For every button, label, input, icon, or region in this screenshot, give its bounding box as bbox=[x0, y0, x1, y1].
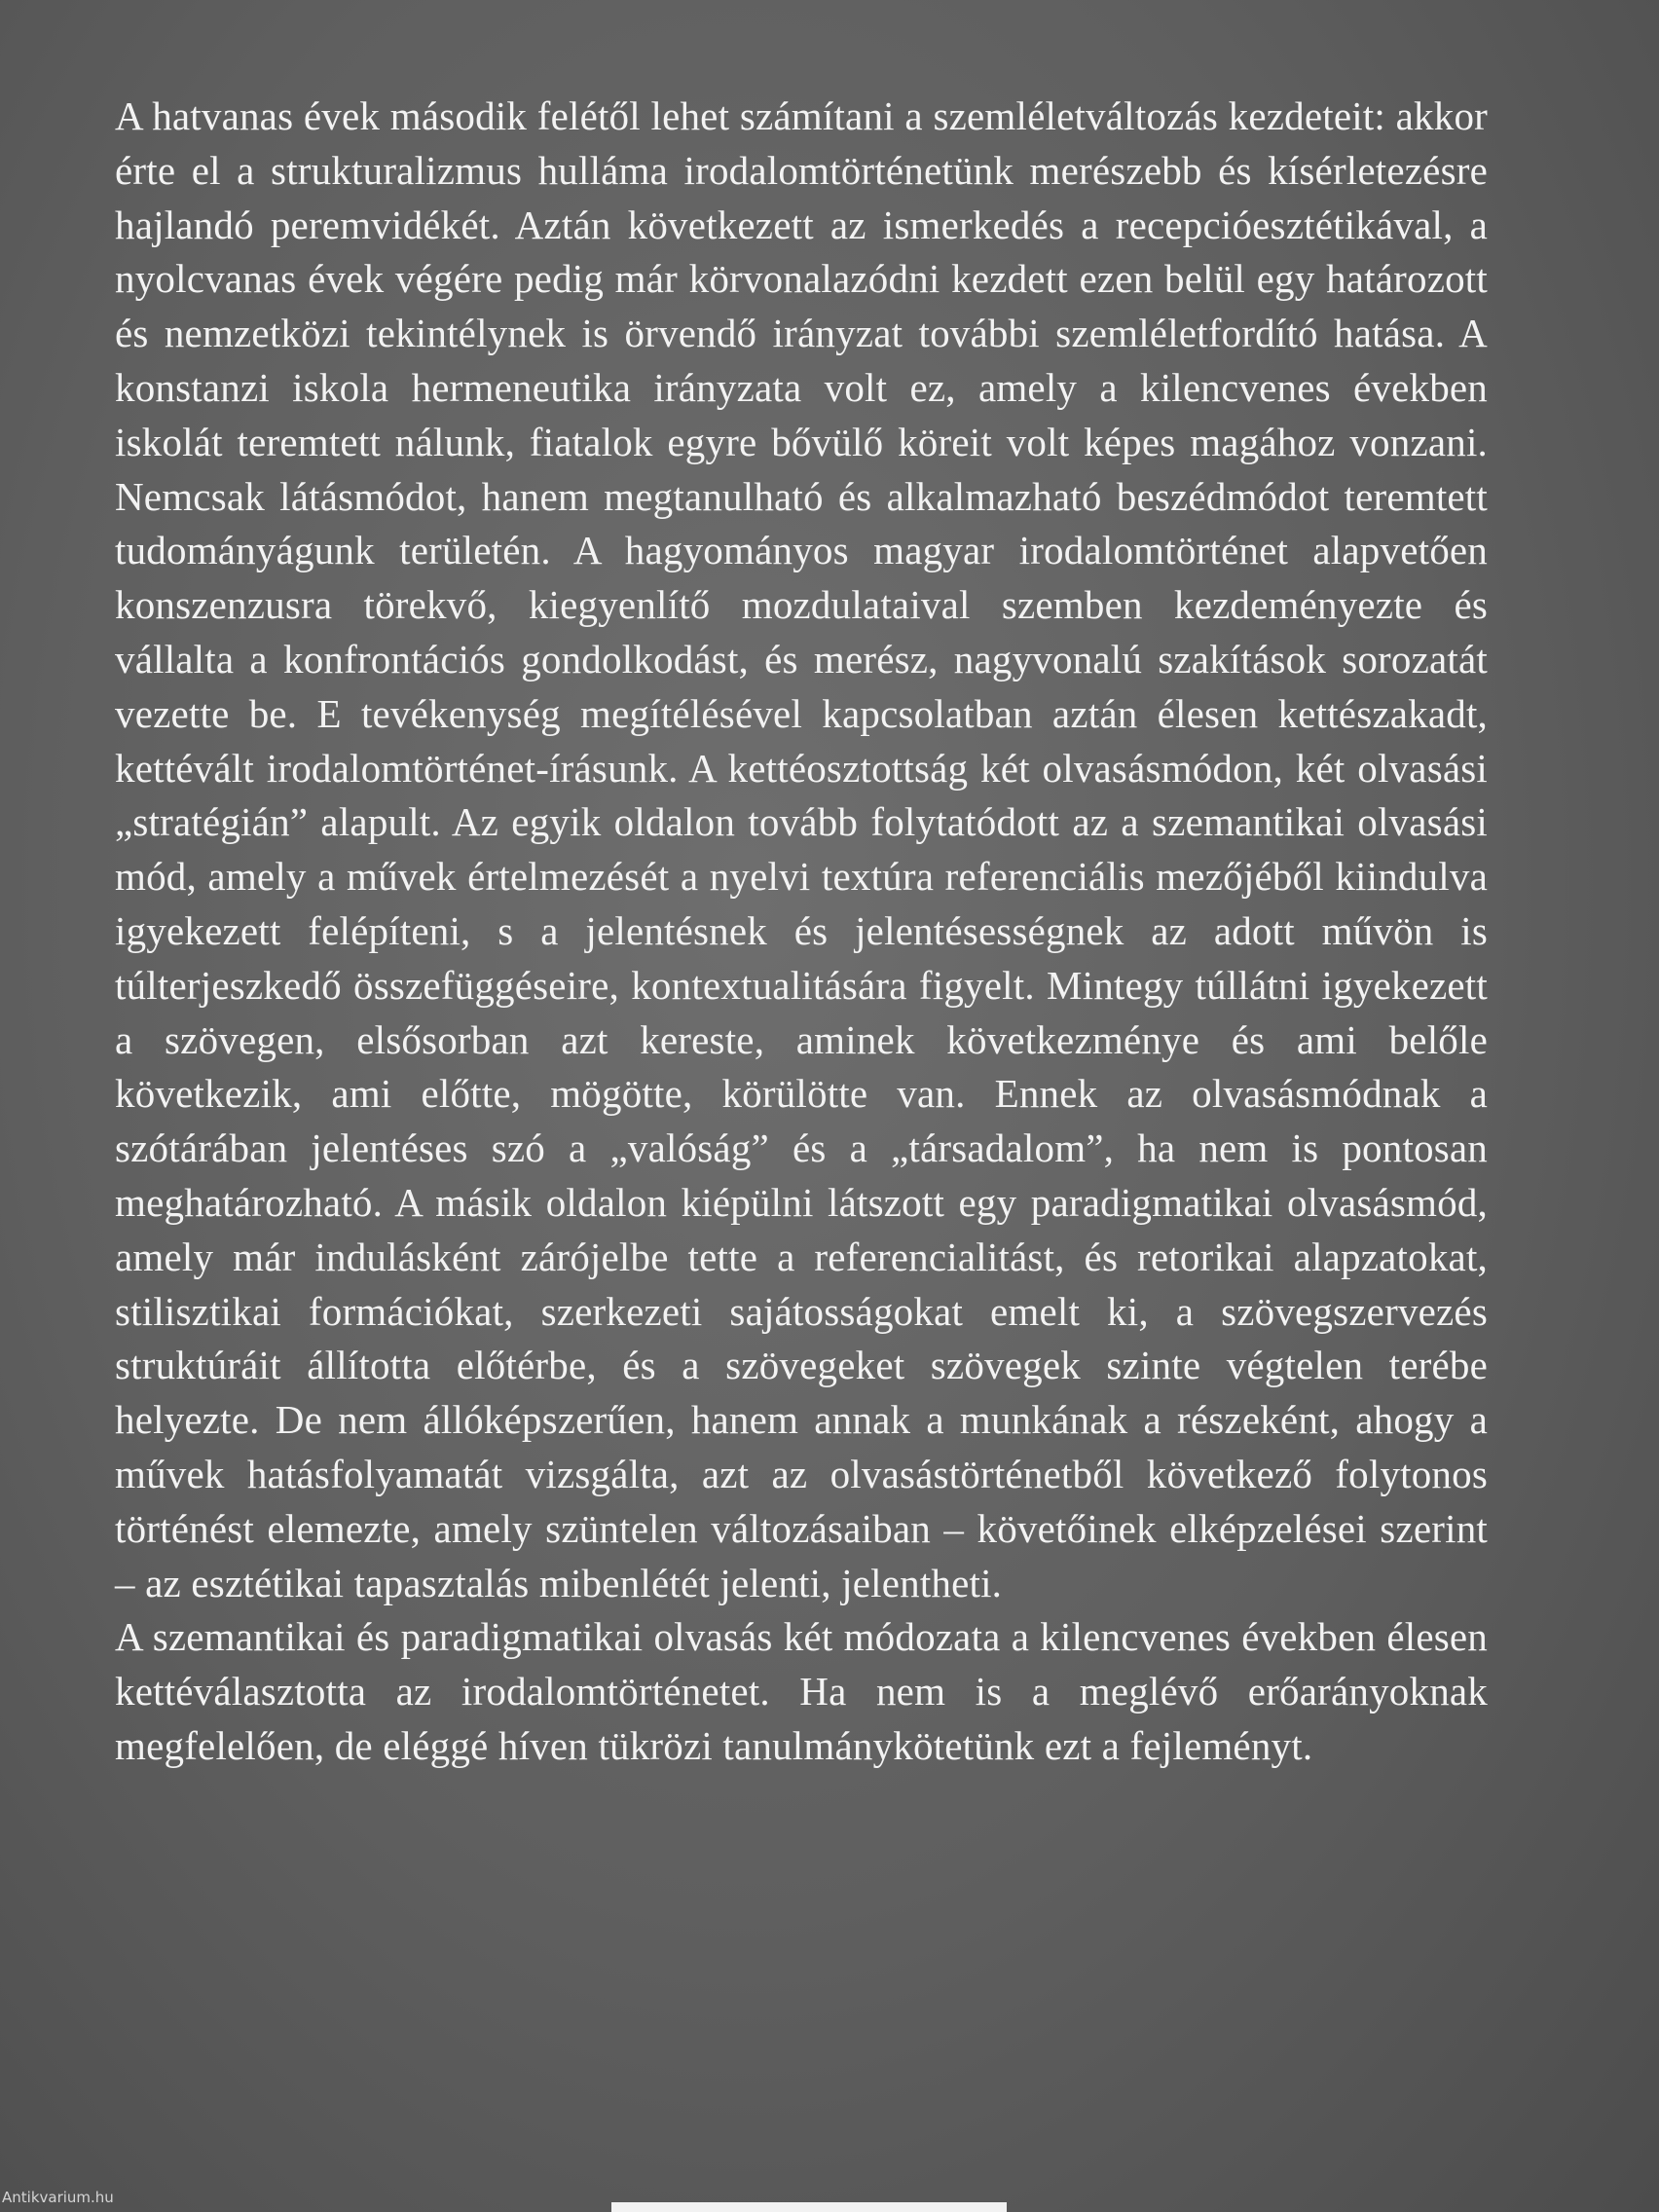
back-cover-text bbox=[115, 90, 1488, 1774]
paragraph-2: A szemantikai és paradigmatikai olvasás két módozata a kilencvenes években élesen kettéválasztotta az irodalomtörténetet. Ha nem is a meglévő erőarányoknak megfelelően, de eléggé híven tükrözi tanulmánykötetünk ezt a fejleményt. bbox=[115, 1614, 1488, 1768]
bottom-edge-strip bbox=[611, 2202, 1007, 2212]
source-watermark: Antikvarium.hu bbox=[2, 2189, 114, 2206]
paragraph-1: A hatvanas évek második felétől lehet számítani a szemléletváltozás kezdeteit: akkor érte el a strukturalizmus hulláma irodalomtörténetünk merészebb és kísérletezésre hajlandó peremvidékét. Aztán következett az ismerkedés a recepcióesztétikával, a nyolcvanas évek végére pedig már körvonalazódni kezdett ezen belül egy határozott és nemzetközi tekintélynek is örvendő irányzat további szemléletfordító hatása. A konstanzi iskola hermeneutika irányzata volt ez, amely a kilencvenes években iskolát teremtett nálunk, fiatalok egyre bővülő köreit volt képes magához vonzani. Nemcsak látásmódot, hanem megtanulható és alkalmazható beszédmódot teremtett tudományágunk területén. A hagyományos magyar irodalomtörténet alapvetően konszenzusra törekvő, kiegyenlítő mozdulataival szemben kezdeményezte és vállalta a konfrontációs gondolkodást, és merész, nagyvonalú szakítások sorozatát vezette be. E tevékenység megítélésével kapcsolatban aztán élesen kettészakadt, kettévált irodalomtörténet-írásunk. A kettéosztottság két olvasásmódon, két olvasási „stratégián” alapult. Az egyik oldalon tovább folytatódott az a szemantikai olvasási mód, amely a művek értelmezését a nyelvi textúra referenciális mezőjéből kiindulva igyekezett felépíteni, s a jelentésnek és jelentésességnek az adott művön is túlterjeszkedő összefüggéseire, kontextualitására figyelt. Mintegy túllátni igyekezett a szövegen, elsősorban azt kereste, aminek következménye és ami belőle következik, ami előtte, mögötte, körülötte van. Ennek az olvasásmódnak a szótárában jelentéses szó a „valóság” és a „társadalom”, ha nem is pontosan meghatározható. A másik oldalon kiépülni látszott egy paradigmatikai olvasásmód, amely már indulásként zárójelbe tette a referencialitást, és retorikai alapzatokat, stilisztikai formációkat, szerkezeti sajátosságokat emelt ki, a szövegszervezés struktúráit állította előtérbe, és a szövegeket szövegek szinte végtelen terébe helyezte. De nem állóképszerűen, hanem annak a munkának a részeként, ahogy a művek hatásfolyamatát vizsgálta, azt az olvasástörténetből következő folytonos történést elemezte, amely szüntelen változásaiban – követőinek elképzelései szerint – az esztétikai tapasztalás mibenlétét jelenti, jelentheti. bbox=[115, 93, 1488, 1605]
